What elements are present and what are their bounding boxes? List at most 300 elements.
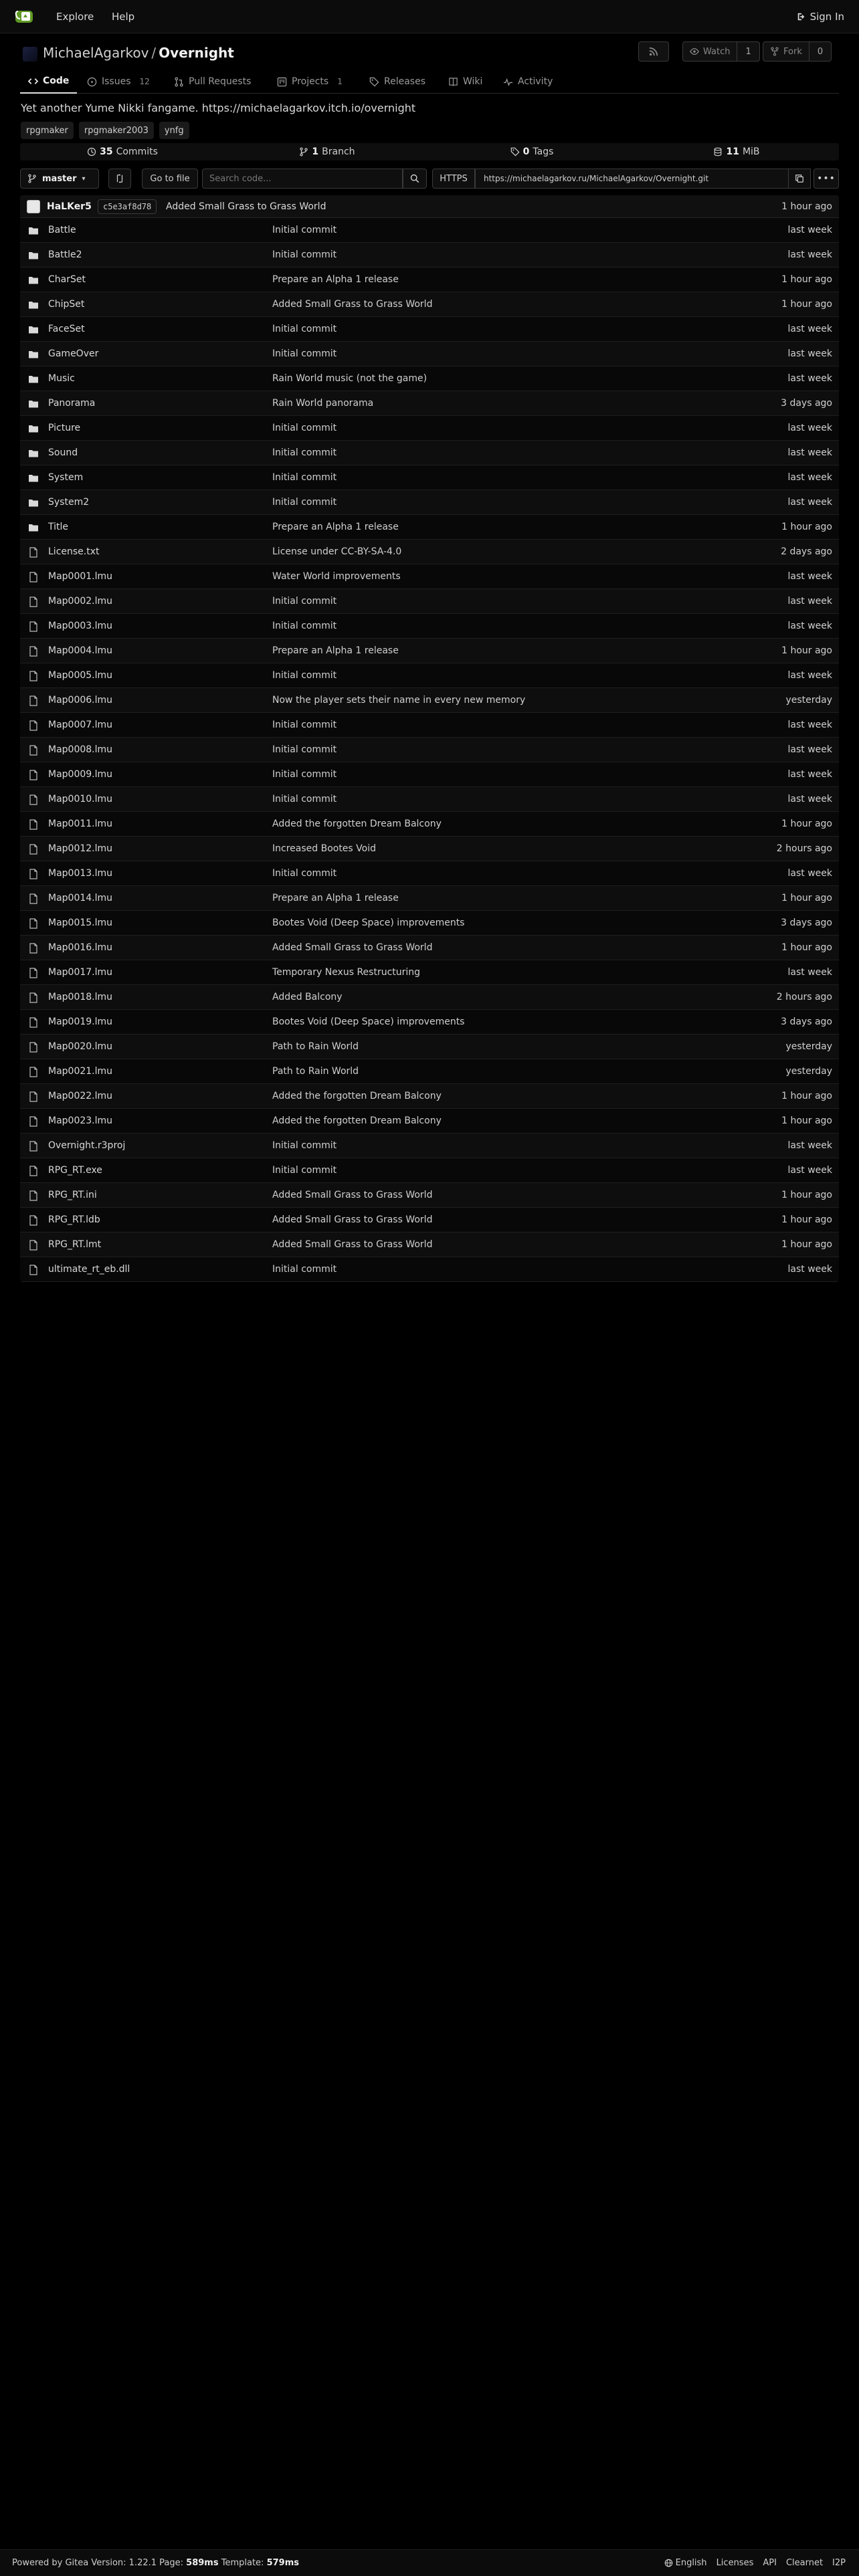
file-commit-time: last week xyxy=(787,348,832,359)
fork-label: Fork xyxy=(783,46,802,57)
file-commit-message[interactable]: Added Balcony xyxy=(272,992,343,1002)
file-icon xyxy=(28,1265,39,1275)
file-commit-message[interactable]: Increased Bootes Void xyxy=(272,843,376,854)
repo-toolbar xyxy=(20,169,839,189)
file-icon xyxy=(28,1116,39,1127)
table-row xyxy=(20,515,839,540)
language-label: English xyxy=(675,2558,707,2568)
file-commit-time: 2 hours ago xyxy=(776,992,832,1002)
file-commit-message[interactable]: Initial commit xyxy=(272,423,337,433)
file-icon xyxy=(28,1017,39,1028)
file-commit-time: 1 hour ago xyxy=(781,819,832,829)
file-commit-message[interactable]: Path to Rain World xyxy=(272,1041,359,1052)
history-icon xyxy=(87,147,96,156)
branch-icon xyxy=(27,174,37,183)
file-commit-time: last week xyxy=(787,621,832,631)
tab-issues[interactable] xyxy=(79,70,158,94)
nav-explore-link[interactable]: Explore xyxy=(56,11,94,23)
file-icon xyxy=(28,1215,39,1226)
commit-sha[interactable]: c5e3af8d78 xyxy=(98,199,157,214)
file-name-link[interactable]: RPG_RT.exe xyxy=(48,1165,102,1176)
branch-stat[interactable] xyxy=(225,143,430,160)
file-commit-time: last week xyxy=(787,497,832,508)
file-commit-time: last week xyxy=(787,1165,832,1176)
file-name-link[interactable]: Sound xyxy=(48,447,78,458)
projects-count: 1 xyxy=(337,77,343,86)
project-icon xyxy=(277,77,287,87)
folder-icon xyxy=(28,225,39,236)
fork-count[interactable]: 0 xyxy=(809,42,831,61)
file-commit-message[interactable]: Initial commit xyxy=(272,497,337,508)
topic-tag[interactable]: rpgmaker2003 xyxy=(79,122,154,139)
file-commit-message[interactable]: Added Small Grass to Grass World xyxy=(272,1190,433,1200)
table-row xyxy=(20,1208,839,1232)
top-navbar xyxy=(0,0,859,33)
file-commit-time: last week xyxy=(787,225,832,235)
footer-clearnet-link[interactable]: Clearnet xyxy=(785,2558,824,2568)
tab-wiki-label: Wiki xyxy=(463,76,483,87)
tab-projects-label: Projects xyxy=(292,76,329,87)
file-commit-time: last week xyxy=(787,670,832,681)
file-icon xyxy=(28,1190,39,1201)
clone-protocol-https[interactable]: HTTPS xyxy=(432,169,475,189)
file-commit-message[interactable]: Initial commit xyxy=(272,794,337,804)
tags-count: 0 xyxy=(522,146,530,157)
topic-tag[interactable]: ynfg xyxy=(159,122,189,139)
file-commit-time: 1 hour ago xyxy=(781,1190,832,1200)
file-commit-time: 1 hour ago xyxy=(781,645,832,656)
file-name-link[interactable]: RPG_RT.lmt xyxy=(48,1239,102,1250)
file-commit-message[interactable]: Added the forgotten Dream Balcony xyxy=(272,1115,442,1126)
repo-title xyxy=(43,45,234,61)
file-name-link[interactable]: Map0001.lmu xyxy=(48,571,113,582)
repo-title-separator: / xyxy=(151,45,157,61)
file-commit-time: 1 hour ago xyxy=(781,942,832,953)
table-row xyxy=(20,713,839,738)
file-commit-time: last week xyxy=(787,769,832,780)
file-commit-time: last week xyxy=(787,744,832,755)
table-row xyxy=(20,1158,839,1183)
file-name-link[interactable]: Map0023.lmu xyxy=(48,1115,113,1126)
branch-name: master xyxy=(42,173,77,184)
compare-branch-button[interactable] xyxy=(108,169,131,189)
table-row xyxy=(20,960,839,985)
footer-page-time: 589ms xyxy=(186,2558,219,2568)
watch-label: Watch xyxy=(703,46,731,57)
file-name-link[interactable]: Map0007.lmu xyxy=(48,720,113,730)
file-name-link[interactable]: Battle2 xyxy=(48,249,82,260)
file-commit-message[interactable]: Added Small Grass to Grass World xyxy=(272,942,433,953)
table-row xyxy=(20,688,839,713)
file-name-link[interactable]: Map0010.lmu xyxy=(48,794,113,804)
rss-icon xyxy=(649,47,658,56)
file-name-link[interactable]: Map0015.lmu xyxy=(48,918,113,928)
table-row xyxy=(20,1059,839,1084)
file-commit-time: 1 hour ago xyxy=(781,893,832,903)
file-name-link[interactable]: Map0006.lmu xyxy=(48,695,113,706)
folder-icon xyxy=(28,423,39,434)
file-commit-message[interactable]: Water World improvements xyxy=(272,571,401,582)
file-name-link[interactable]: Map0021.lmu xyxy=(48,1066,113,1077)
file-commit-message[interactable]: Bootes Void (Deep Space) improvements xyxy=(272,1016,465,1027)
file-name-link[interactable]: Map0017.lmu xyxy=(48,967,113,978)
tab-projects[interactable] xyxy=(269,70,351,94)
commits-stat[interactable] xyxy=(20,143,225,160)
table-row xyxy=(20,342,839,366)
sign-in-link[interactable] xyxy=(797,11,844,23)
repo-avatar xyxy=(23,47,37,62)
table-row xyxy=(20,465,839,490)
watch-button[interactable] xyxy=(682,41,760,62)
file-name-link[interactable]: Map0004.lmu xyxy=(48,645,113,656)
file-name-link[interactable]: GameOver xyxy=(48,348,99,359)
file-name-link[interactable]: Map0013.lmu xyxy=(48,868,113,879)
folder-icon xyxy=(28,250,39,261)
sign-in-label: Sign In xyxy=(809,11,844,23)
footer-powered-text: Powered by Gitea Version: 1.22.1 Page: xyxy=(12,2558,184,2568)
repo-header xyxy=(20,41,839,68)
database-icon xyxy=(713,147,723,156)
table-row xyxy=(20,614,839,639)
file-commit-time: last week xyxy=(787,423,832,433)
file-commit-time: last week xyxy=(787,868,832,879)
fork-button[interactable] xyxy=(763,41,832,62)
file-commit-message[interactable]: Now the player sets their name in every new memory xyxy=(272,695,526,706)
file-name-link[interactable]: Map0002.lmu xyxy=(48,596,113,607)
file-commit-message[interactable]: Initial commit xyxy=(272,621,337,631)
file-commit-message[interactable]: Added the forgotten Dream Balcony xyxy=(272,1091,442,1101)
table-row xyxy=(20,911,839,936)
file-commit-time: 1 hour ago xyxy=(781,1239,832,1250)
table-row xyxy=(20,317,839,342)
issue-icon xyxy=(87,77,97,87)
repo-description: Yet another Yume Nikki fangame. https://michaelagarkov.itch.io/overnight xyxy=(21,102,416,114)
footer-links xyxy=(664,2558,846,2568)
clone-url-field[interactable]: https://michaelagarkov.ru/MichaelAgarkov/Overnight.git xyxy=(475,169,808,189)
file-name-link[interactable]: RPG_RT.ldb xyxy=(48,1214,100,1225)
file-commit-message[interactable]: Initial commit xyxy=(272,670,337,681)
table-row xyxy=(20,243,839,267)
copy-url-button[interactable] xyxy=(788,169,811,189)
file-commit-time: 3 days ago xyxy=(781,1016,832,1027)
file-commit-message[interactable]: Rain World panorama xyxy=(272,398,374,409)
file-commit-message[interactable]: Initial commit xyxy=(272,1165,337,1176)
file-name-link[interactable]: CharSet xyxy=(48,274,86,285)
file-commit-message[interactable]: License under CC-BY-SA-4.0 xyxy=(272,546,402,557)
file-commit-time: 1 hour ago xyxy=(781,299,832,310)
file-commit-time: last week xyxy=(787,324,832,334)
file-icon xyxy=(28,597,39,607)
file-name-link[interactable]: Map0014.lmu xyxy=(48,893,113,903)
file-commit-time: last week xyxy=(787,571,832,582)
commits-label: Commits xyxy=(116,146,158,157)
table-row xyxy=(20,1232,839,1257)
compare-icon xyxy=(115,174,124,183)
file-commit-time: last week xyxy=(787,720,832,730)
avatar[interactable] xyxy=(27,200,40,213)
file-table xyxy=(20,195,839,1282)
file-commit-message[interactable]: Initial commit xyxy=(272,720,337,730)
file-name-link[interactable]: Map0018.lmu xyxy=(48,992,113,1002)
file-icon xyxy=(28,1240,39,1251)
file-commit-message[interactable]: Initial commit xyxy=(272,596,337,607)
file-name-link[interactable]: Panorama xyxy=(48,398,96,409)
file-name-link[interactable]: Map0008.lmu xyxy=(48,744,113,755)
file-name-link[interactable]: Map0016.lmu xyxy=(48,942,113,953)
file-commit-message[interactable]: Bootes Void (Deep Space) improvements xyxy=(272,918,465,928)
file-commit-message[interactable]: Prepare an Alpha 1 release xyxy=(272,645,399,656)
file-commit-message[interactable]: Initial commit xyxy=(272,769,337,780)
file-commit-time: last week xyxy=(787,373,832,384)
branch-label: Branch xyxy=(322,146,355,157)
folder-icon xyxy=(28,448,39,459)
go-to-file-button[interactable]: Go to file xyxy=(142,169,198,189)
file-commit-time: yesterday xyxy=(785,1041,832,1052)
file-commit-time: yesterday xyxy=(785,1066,832,1077)
file-name-link[interactable]: Map0012.lmu xyxy=(48,843,113,854)
file-commit-message[interactable]: Added Small Grass to Grass World xyxy=(272,1239,433,1250)
file-icon xyxy=(28,869,39,879)
tab-pull-requests[interactable] xyxy=(166,70,259,94)
table-row xyxy=(20,366,839,391)
repo-owner-link[interactable]: MichaelAgarkov xyxy=(43,45,149,61)
file-name-link[interactable]: Map0019.lmu xyxy=(48,1016,113,1027)
folder-icon xyxy=(28,522,39,533)
branch-count: 1 xyxy=(312,146,319,157)
file-icon xyxy=(28,1091,39,1102)
file-name-link[interactable]: ultimate_rt_eb.dll xyxy=(48,1264,130,1275)
tab-code[interactable] xyxy=(20,70,77,94)
file-commit-message[interactable]: Temporary Nexus Restructuring xyxy=(272,967,421,978)
file-icon xyxy=(28,1042,39,1053)
folder-icon xyxy=(28,324,39,335)
file-icon xyxy=(28,844,39,855)
code-search-input[interactable] xyxy=(202,169,403,189)
commits-count: 35 xyxy=(100,146,113,157)
table-row xyxy=(20,589,839,614)
table-row xyxy=(20,218,839,243)
file-commit-time: 1 hour ago xyxy=(781,274,832,285)
tab-activity[interactable] xyxy=(495,70,561,94)
file-commit-message[interactable]: Initial commit xyxy=(272,348,337,359)
file-name-link[interactable]: ChipSet xyxy=(48,299,85,310)
topic-tag[interactable]: rpgmaker xyxy=(21,122,74,139)
file-commit-time: last week xyxy=(787,1264,832,1275)
tab-issues-label: Issues xyxy=(102,76,131,87)
file-commit-message[interactable]: Initial commit xyxy=(272,1264,337,1275)
file-icon xyxy=(28,745,39,756)
file-commit-message[interactable]: Initial commit xyxy=(272,249,337,260)
folder-icon xyxy=(28,473,39,484)
file-commit-time: 2 days ago xyxy=(781,546,832,557)
file-name-link[interactable]: Map0011.lmu xyxy=(48,819,113,829)
pull-request-icon xyxy=(174,77,184,87)
file-icon xyxy=(28,794,39,805)
tag-icon xyxy=(369,77,379,87)
file-name-link[interactable]: Music xyxy=(48,373,75,384)
tags-label: Tags xyxy=(533,146,554,157)
more-options-button[interactable] xyxy=(814,169,839,189)
table-row xyxy=(20,564,839,589)
file-commit-time: last week xyxy=(787,596,832,607)
book-icon xyxy=(448,77,458,87)
nav-help-link[interactable]: Help xyxy=(112,11,135,23)
table-row xyxy=(20,936,839,960)
table-row xyxy=(20,267,839,292)
file-icon xyxy=(28,720,39,731)
chevron-down-icon: ▾ xyxy=(82,175,86,183)
file-icon xyxy=(28,819,39,830)
footer-i2p-link[interactable]: I2P xyxy=(832,2558,846,2568)
file-commit-message[interactable]: Prepare an Alpha 1 release xyxy=(272,893,399,903)
file-name-link[interactable]: RPG_RT.ini xyxy=(48,1190,97,1200)
gitea-logo-icon[interactable] xyxy=(15,7,35,26)
repo-topics xyxy=(21,122,189,139)
commit-message[interactable]: Added Small Grass to Grass World xyxy=(166,201,326,212)
file-commit-message[interactable]: Prepare an Alpha 1 release xyxy=(272,522,399,532)
folder-icon xyxy=(28,498,39,508)
size-unit: MiB xyxy=(742,146,760,157)
rss-button[interactable] xyxy=(638,41,669,62)
file-name-link[interactable]: Battle xyxy=(48,225,76,235)
watch-count[interactable]: 1 xyxy=(737,42,759,61)
file-commit-message[interactable]: Added the forgotten Dream Balcony xyxy=(272,819,442,829)
file-commit-message[interactable]: Initial commit xyxy=(272,1140,337,1151)
branch-selector[interactable] xyxy=(20,169,99,189)
code-icon xyxy=(28,76,38,86)
file-commit-message[interactable]: Initial commit xyxy=(272,472,337,483)
tab-activity-label: Activity xyxy=(518,76,553,87)
table-row xyxy=(20,787,839,812)
footer-template-label: Template: xyxy=(221,2558,264,2568)
table-row xyxy=(20,738,839,762)
file-name-link[interactable]: System xyxy=(48,472,84,483)
commit-time: 1 hour ago xyxy=(781,201,832,212)
tag-icon xyxy=(510,147,520,156)
file-name-link[interactable]: Map0003.lmu xyxy=(48,621,113,631)
tab-releases[interactable] xyxy=(361,70,434,94)
file-icon xyxy=(28,968,39,978)
table-row xyxy=(20,441,839,465)
table-row xyxy=(20,1257,839,1282)
table-row xyxy=(20,762,839,787)
ellipsis-icon: ••• xyxy=(817,173,836,184)
file-icon xyxy=(28,572,39,582)
file-commit-message[interactable]: Initial commit xyxy=(272,447,337,458)
file-name-link[interactable]: Overnight.r3proj xyxy=(48,1140,126,1151)
file-commit-time: 1 hour ago xyxy=(781,522,832,532)
search-icon xyxy=(410,174,419,183)
code-search-placeholder: Search code... xyxy=(209,173,272,184)
file-commit-message[interactable]: Rain World music (not the game) xyxy=(272,373,427,384)
table-row xyxy=(20,490,839,515)
folder-icon xyxy=(28,300,39,310)
file-icon xyxy=(28,770,39,780)
table-row xyxy=(20,663,839,688)
footer-licenses-link[interactable]: Licenses xyxy=(716,2558,754,2568)
file-commit-message[interactable]: Added Small Grass to Grass World xyxy=(272,299,433,310)
table-row xyxy=(20,1134,839,1158)
latest-commit-row xyxy=(20,195,839,218)
file-icon xyxy=(28,671,39,681)
page-footer xyxy=(0,2549,859,2576)
file-commit-message[interactable]: Initial commit xyxy=(272,225,337,235)
file-icon xyxy=(28,1067,39,1077)
commit-author[interactable]: HaLKer5 xyxy=(47,201,92,212)
table-row xyxy=(20,391,839,416)
tab-wiki[interactable] xyxy=(440,70,490,94)
branch-icon xyxy=(299,147,308,156)
file-commit-time: 1 hour ago xyxy=(781,1115,832,1126)
file-commit-message[interactable]: Path to Rain World xyxy=(272,1066,359,1077)
file-commit-message[interactable]: Initial commit xyxy=(272,868,337,879)
file-commit-time: 3 days ago xyxy=(781,398,832,409)
file-commit-time: last week xyxy=(787,249,832,260)
file-commit-time: 1 hour ago xyxy=(781,1214,832,1225)
fork-icon xyxy=(770,47,779,56)
pulse-icon xyxy=(503,77,513,87)
tags-stat[interactable] xyxy=(430,143,634,160)
repo-name-link[interactable]: Overnight xyxy=(159,45,234,61)
file-icon xyxy=(28,893,39,904)
footer-api-link[interactable]: API xyxy=(763,2558,777,2568)
language-selector[interactable] xyxy=(664,2558,707,2568)
size-stat xyxy=(634,143,839,160)
table-row xyxy=(20,1035,839,1059)
table-row xyxy=(20,985,839,1010)
file-icon xyxy=(28,918,39,929)
file-name-link[interactable]: Map0020.lmu xyxy=(48,1041,113,1052)
file-icon xyxy=(28,695,39,706)
sign-in-icon xyxy=(797,12,806,21)
folder-icon xyxy=(28,399,39,409)
file-commit-message[interactable]: Initial commit xyxy=(272,324,337,334)
file-commit-message[interactable]: Initial commit xyxy=(272,744,337,755)
file-commit-time: 1 hour ago xyxy=(781,1091,832,1101)
eye-icon xyxy=(690,47,699,56)
file-list xyxy=(20,218,839,1282)
file-commit-time: last week xyxy=(787,447,832,458)
file-icon xyxy=(28,621,39,632)
file-commit-time: last week xyxy=(787,1140,832,1151)
folder-icon xyxy=(28,374,39,385)
file-icon xyxy=(28,943,39,954)
file-name-link[interactable]: License.txt xyxy=(48,546,100,557)
file-name-link[interactable]: Map0009.lmu xyxy=(48,769,113,780)
table-row xyxy=(20,1109,839,1134)
file-icon xyxy=(28,992,39,1003)
file-commit-time: 3 days ago xyxy=(781,918,832,928)
footer-template-time: 579ms xyxy=(266,2558,299,2568)
file-name-link[interactable]: System2 xyxy=(48,497,90,508)
table-row xyxy=(20,416,839,441)
file-name-link[interactable]: Map0005.lmu xyxy=(48,670,113,681)
code-search-button[interactable] xyxy=(403,169,427,189)
file-commit-message[interactable]: Added Small Grass to Grass World xyxy=(272,1214,433,1225)
file-name-link[interactable]: Map0022.lmu xyxy=(48,1091,113,1101)
file-commit-message[interactable]: Prepare an Alpha 1 release xyxy=(272,274,399,285)
file-commit-time: 2 hours ago xyxy=(776,843,832,854)
file-name-link[interactable]: FaceSet xyxy=(48,324,85,334)
table-row xyxy=(20,292,839,317)
table-row xyxy=(20,639,839,663)
table-row xyxy=(20,1084,839,1109)
file-name-link[interactable]: Picture xyxy=(48,423,81,433)
file-commit-time: last week xyxy=(787,472,832,483)
footer-powered-by xyxy=(12,2558,299,2568)
file-icon xyxy=(28,547,39,558)
file-name-link[interactable]: Title xyxy=(48,522,69,532)
